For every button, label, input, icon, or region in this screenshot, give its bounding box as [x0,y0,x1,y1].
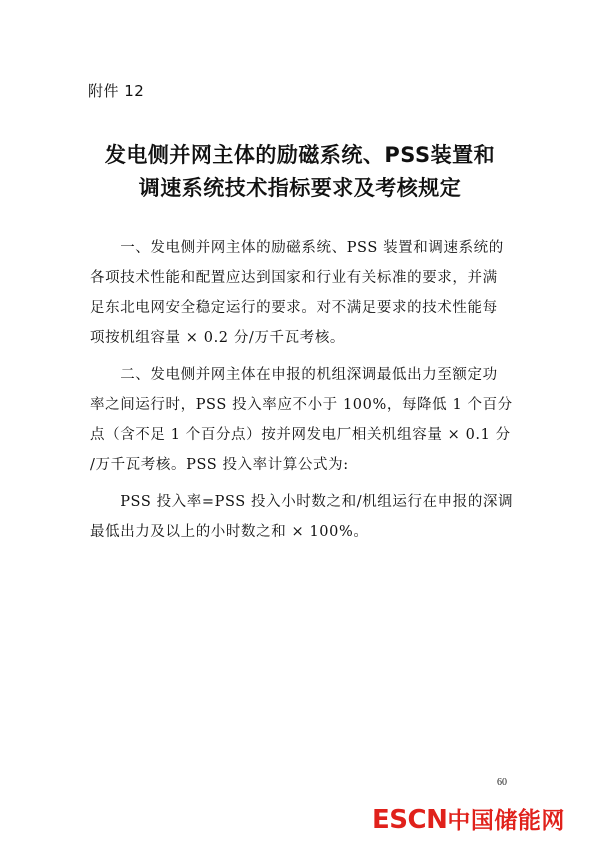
body-line: 足东北电网安全稳定运行的要求。对不满足要求的技术性能每 [90,300,498,316]
body-line: 点（含不足 1 个百分点）按并网发电厂相关机组容量 × 0.1 分 [90,427,511,443]
watermark-latin: ESCN [372,805,448,835]
body-line: 二、发电侧并网主体在申报的机组深调最低出力至额定功 [90,367,498,383]
document-title-line-1: 发电侧并网主体的励磁系统、PSS装置和 [104,143,496,167]
page-number: 60 [497,777,507,788]
body-line: PSS 投入率=PSS 投入小时数之和/机组运行在申报的深调 [90,494,514,510]
body-line: 项按机组容量 × 0.2 分/万千瓦考核。 [90,330,346,346]
body-line: /万千瓦考核。PSS 投入率计算公式为: [90,457,349,473]
body-line: 各项技术性能和配置应达到国家和行业有关标准的要求，并满 [90,270,498,286]
body-line: 最低出力及以上的小时数之和 × 100%。 [90,524,369,540]
attachment-label: 附件 12 [88,82,145,100]
body-line: 一、发电侧并网主体的励磁系统、PSS 装置和调速系统的 [90,240,504,256]
document-title-line-2: 调速系统技术指标要求及考核规定 [138,176,462,200]
escn-watermark-logo [372,802,565,835]
watermark-cjk: 中国储能网 [447,808,565,834]
body-line: 率之间运行时，PSS 投入率应不小于 100%，每降低 1 个百分 [90,397,513,413]
